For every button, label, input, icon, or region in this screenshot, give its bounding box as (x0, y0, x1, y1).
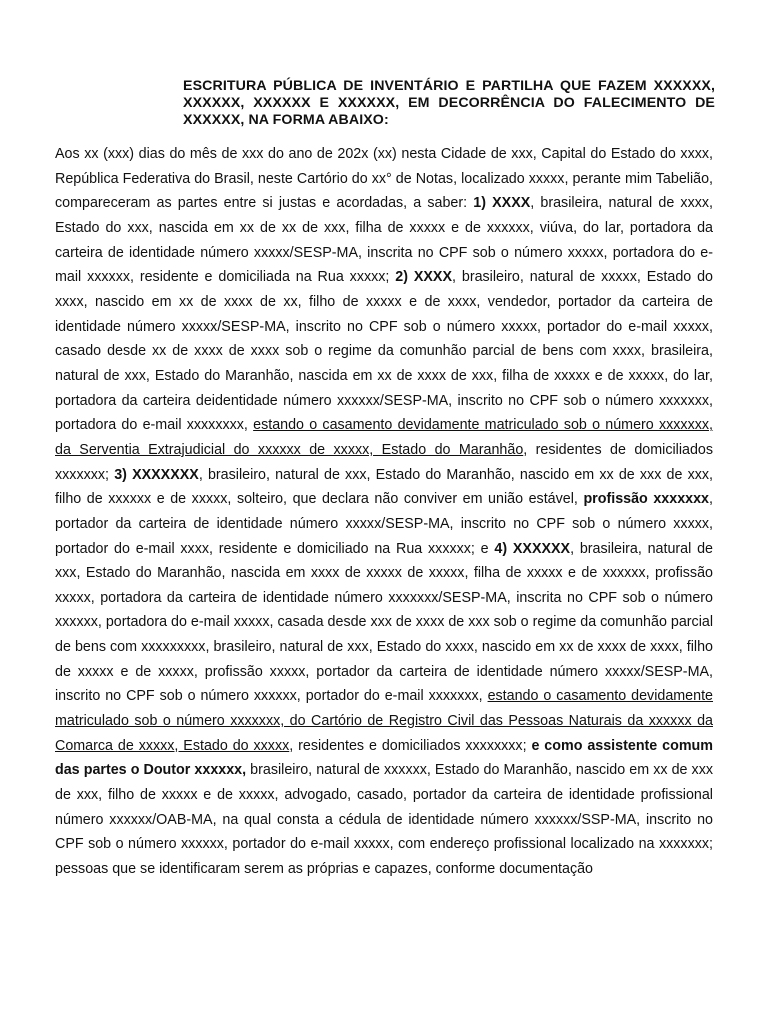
party-4-marriage-registry: estando o casamento devidamente matriculado sob o número xxxxxxx, do Cartório de Registro Civil das Pessoas Naturais da xxxxxx da Comarca de xxxxx, Estado do xxxxx (55, 688, 714, 754)
party-2-label: 2) XXXX (395, 269, 453, 286)
party-2-marriage-registry: estando o casamento devidamente matriculado sob o número xxxxxxx, da Serventia Extrajudicial do xxxxxx de xxxxx, Estado do Maranhão (55, 417, 714, 458)
party-3-text: , brasileiro, natural de xxx, Estado do Maranhão, nascido em xx de xxx de xxx, filho de xxxxxx e de xxxxx, solteiro, que declara não conviver em união estável, (55, 466, 714, 508)
assistant-text: brasileiro, natural de xxxxxx, Estado do Maranhão, nascido em xx de xxx de xxx, filho de xxxxx e de xxxxx, advogado, casado, portador da carteira de identidade profissional número xxxxxx/OAB-MA, na qual consta a cédula de identidade número xxxxxx/SSP-MA, inscrito no CPF sob o número xxxxxx, portador do e-mail xxxxx, com endereço profissional localizado na xxxxxxx; pessoas que se identificaram serem as próprias e capazes, conforme documentação (55, 762, 713, 878)
party-2-text: , brasileiro, natural de xxxxx, Estado do xxxx, nascido em xx de xxxx de xx, filho de xxxxx e de xxxx, vendedor, portador da carteira de identidade número xxxxx/SESP-MA, inscrito no CPF sob o número xxxxx, portador do e-mail xxxxx, casado desde xx de xxxx de xxxx sob o regime da comunhão parcial de bens com xxxx, brasileira, natural de xxx, Estado do Maranhão, nascida em xx de xxxx de xxx, filha de xxxxx e de xxxxx, do lar, portadora da carteira deidentidade número xxxxxx/SESP-MA, inscrito no CPF sob o número xxxxxxx, portadora do e-mail xxxxxxxx, (55, 269, 714, 434)
assistant-label: e como assistente comum das partes o Doutor xxxxxx, (55, 737, 713, 779)
document-title: ESCRITURA PÚBLICA DE INVENTÁRIO E PARTILHA QUE FAZEM XXXXXX, XXXXXX, XXXXXX E XXXXXX, EM DECORRÊNCIA DO FALECIMENTO DE XXXXXX, NA FORMA ABAIXO: (183, 78, 715, 128)
document-body (55, 142, 713, 882)
party-1-label: 1) XXXX (473, 195, 531, 212)
party-4-label: 4) XXXXXX (494, 540, 571, 557)
party-1-text: , brasileira, natural de xxxx, Estado do xxx, nascida em xx de xx de xxx, filha de xxxxx e de xxxxxx, viúva, do lar, portadora da carteira de identidade número xxxxx/SESP-MA, inscrita no CPF sob o número xxxxx, portadora do e-mail xxxxxx, residente e domiciliada na Rua xxxxx; (55, 195, 713, 286)
party-2-residence: , residentes de domiciliados xxxxxxx; (55, 441, 713, 483)
party-4-residence: , residentes e domiciliados xxxxxxxx; (289, 737, 532, 754)
party-4-text: , brasileira, natural de xxx, Estado do Maranhão, nascida em xxxx de xxxxx de xxxxx, filha de xxxxx e de xxxxxx, profissão xxxxx, portadora da carteira de identidade número xxxxxxx/SESP-MA, inscrita no CPF sob o número xxxxxx, portadora do e-mail xxxxx, casada desde xxx de xxxx de xxx sob o regime da comunhão parcial de bens com xxxxxxxxx, brasileiro, natural de xxx, Estado do xxxx, nascido em xx de xxxx de xxxx, filho de xxxxx e de xxxxx, profissão xxxxx, portador da carteira de identidade número xxxxx/SESP-MA, inscrito no CPF sob o número xxxxxx, portador do e-mail xxxxxxx, (55, 540, 713, 705)
party-3-text-2: , portador da carteira de identidade número xxxxx/SESP-MA, inscrito no CPF sob o número xxxxx, portador do e-mail xxxx, residente e domiciliado na Rua xxxxxx; e (55, 491, 713, 557)
party-3-profession: profissão xxxxxxx (583, 491, 710, 508)
intro-text: Aos xx (xxx) dias do mês de xxx do ano de 202x (xx) nesta Cidade de xxx, Capital do Estado do xxxx, República Federativa do Brasil, neste Cartório do xx° de Notas, localizado xxxxx, perante mim Tabelião, compareceram as partes entre si justas e acordadas, a saber: (55, 146, 713, 212)
party-3-label: 3) XXXXXXX (114, 466, 199, 483)
